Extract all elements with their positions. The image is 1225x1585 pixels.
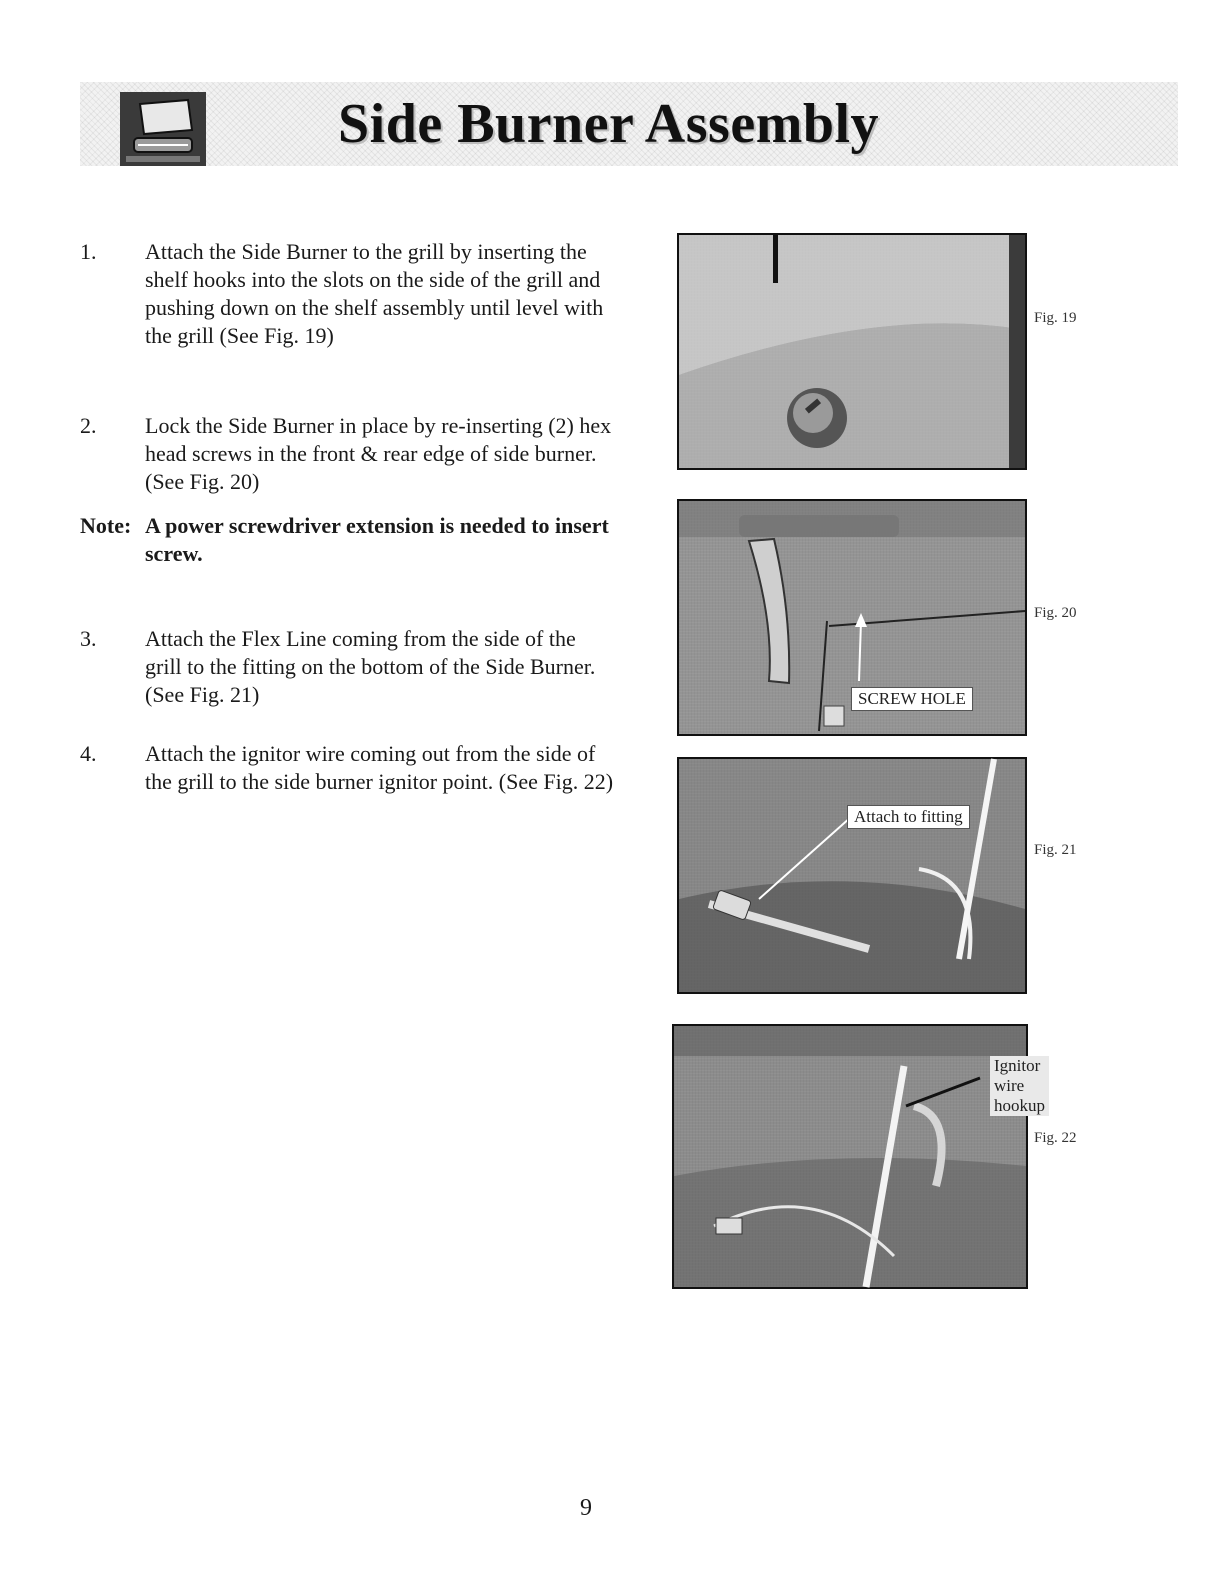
step-number: 1.: [80, 239, 97, 264]
step-text: Attach the ignitor wire coming out from the side of the grill to the side burner ignitor point. (See Fig. 22): [145, 741, 614, 794]
step-number: 4.: [80, 741, 97, 766]
step-number: 2.: [80, 413, 97, 438]
figure-label: Fig. 21: [1034, 842, 1077, 858]
note-label: Note:: [80, 513, 132, 538]
step-text: Attach the Flex Line coming from the side of the grill to the fitting on the bottom of the Side Burner. (See Fig. 21): [145, 626, 596, 707]
figure-20-photo: [677, 499, 1027, 736]
figure-label: Fig. 20: [1034, 605, 1077, 621]
ignitor-wire-callout: Ignitor wire hookup: [990, 1056, 1049, 1116]
figure-label: Fig. 22: [1034, 1130, 1077, 1146]
attach-fitting-callout: Attach to fitting: [847, 805, 970, 829]
figure-19-photo: [677, 233, 1027, 470]
step-text: Attach the Side Burner to the grill by inserting the shelf hooks into the slots on the side of the grill and pushing down on the shelf assembly until level with the grill (See Fig. 19): [145, 239, 604, 348]
screw-hole-callout: SCREW HOLE: [851, 687, 973, 711]
step-number: 3.: [80, 626, 97, 651]
step-text: Lock the Side Burner in place by re-inserting (2) hex head screws in the front & rear edge of side burner. (See Fig. 20): [145, 413, 612, 494]
figure-label: Fig. 19: [1034, 310, 1077, 326]
note-text: A power screwdriver extension is needed to insert screw.: [145, 513, 609, 566]
grill-icon: [118, 90, 208, 168]
figure-21-photo: [677, 757, 1027, 994]
page-title: Side Burner Assembly: [338, 93, 880, 155]
figure-22-photo: [672, 1024, 1045, 1289]
page-number: 9: [580, 1495, 592, 1521]
